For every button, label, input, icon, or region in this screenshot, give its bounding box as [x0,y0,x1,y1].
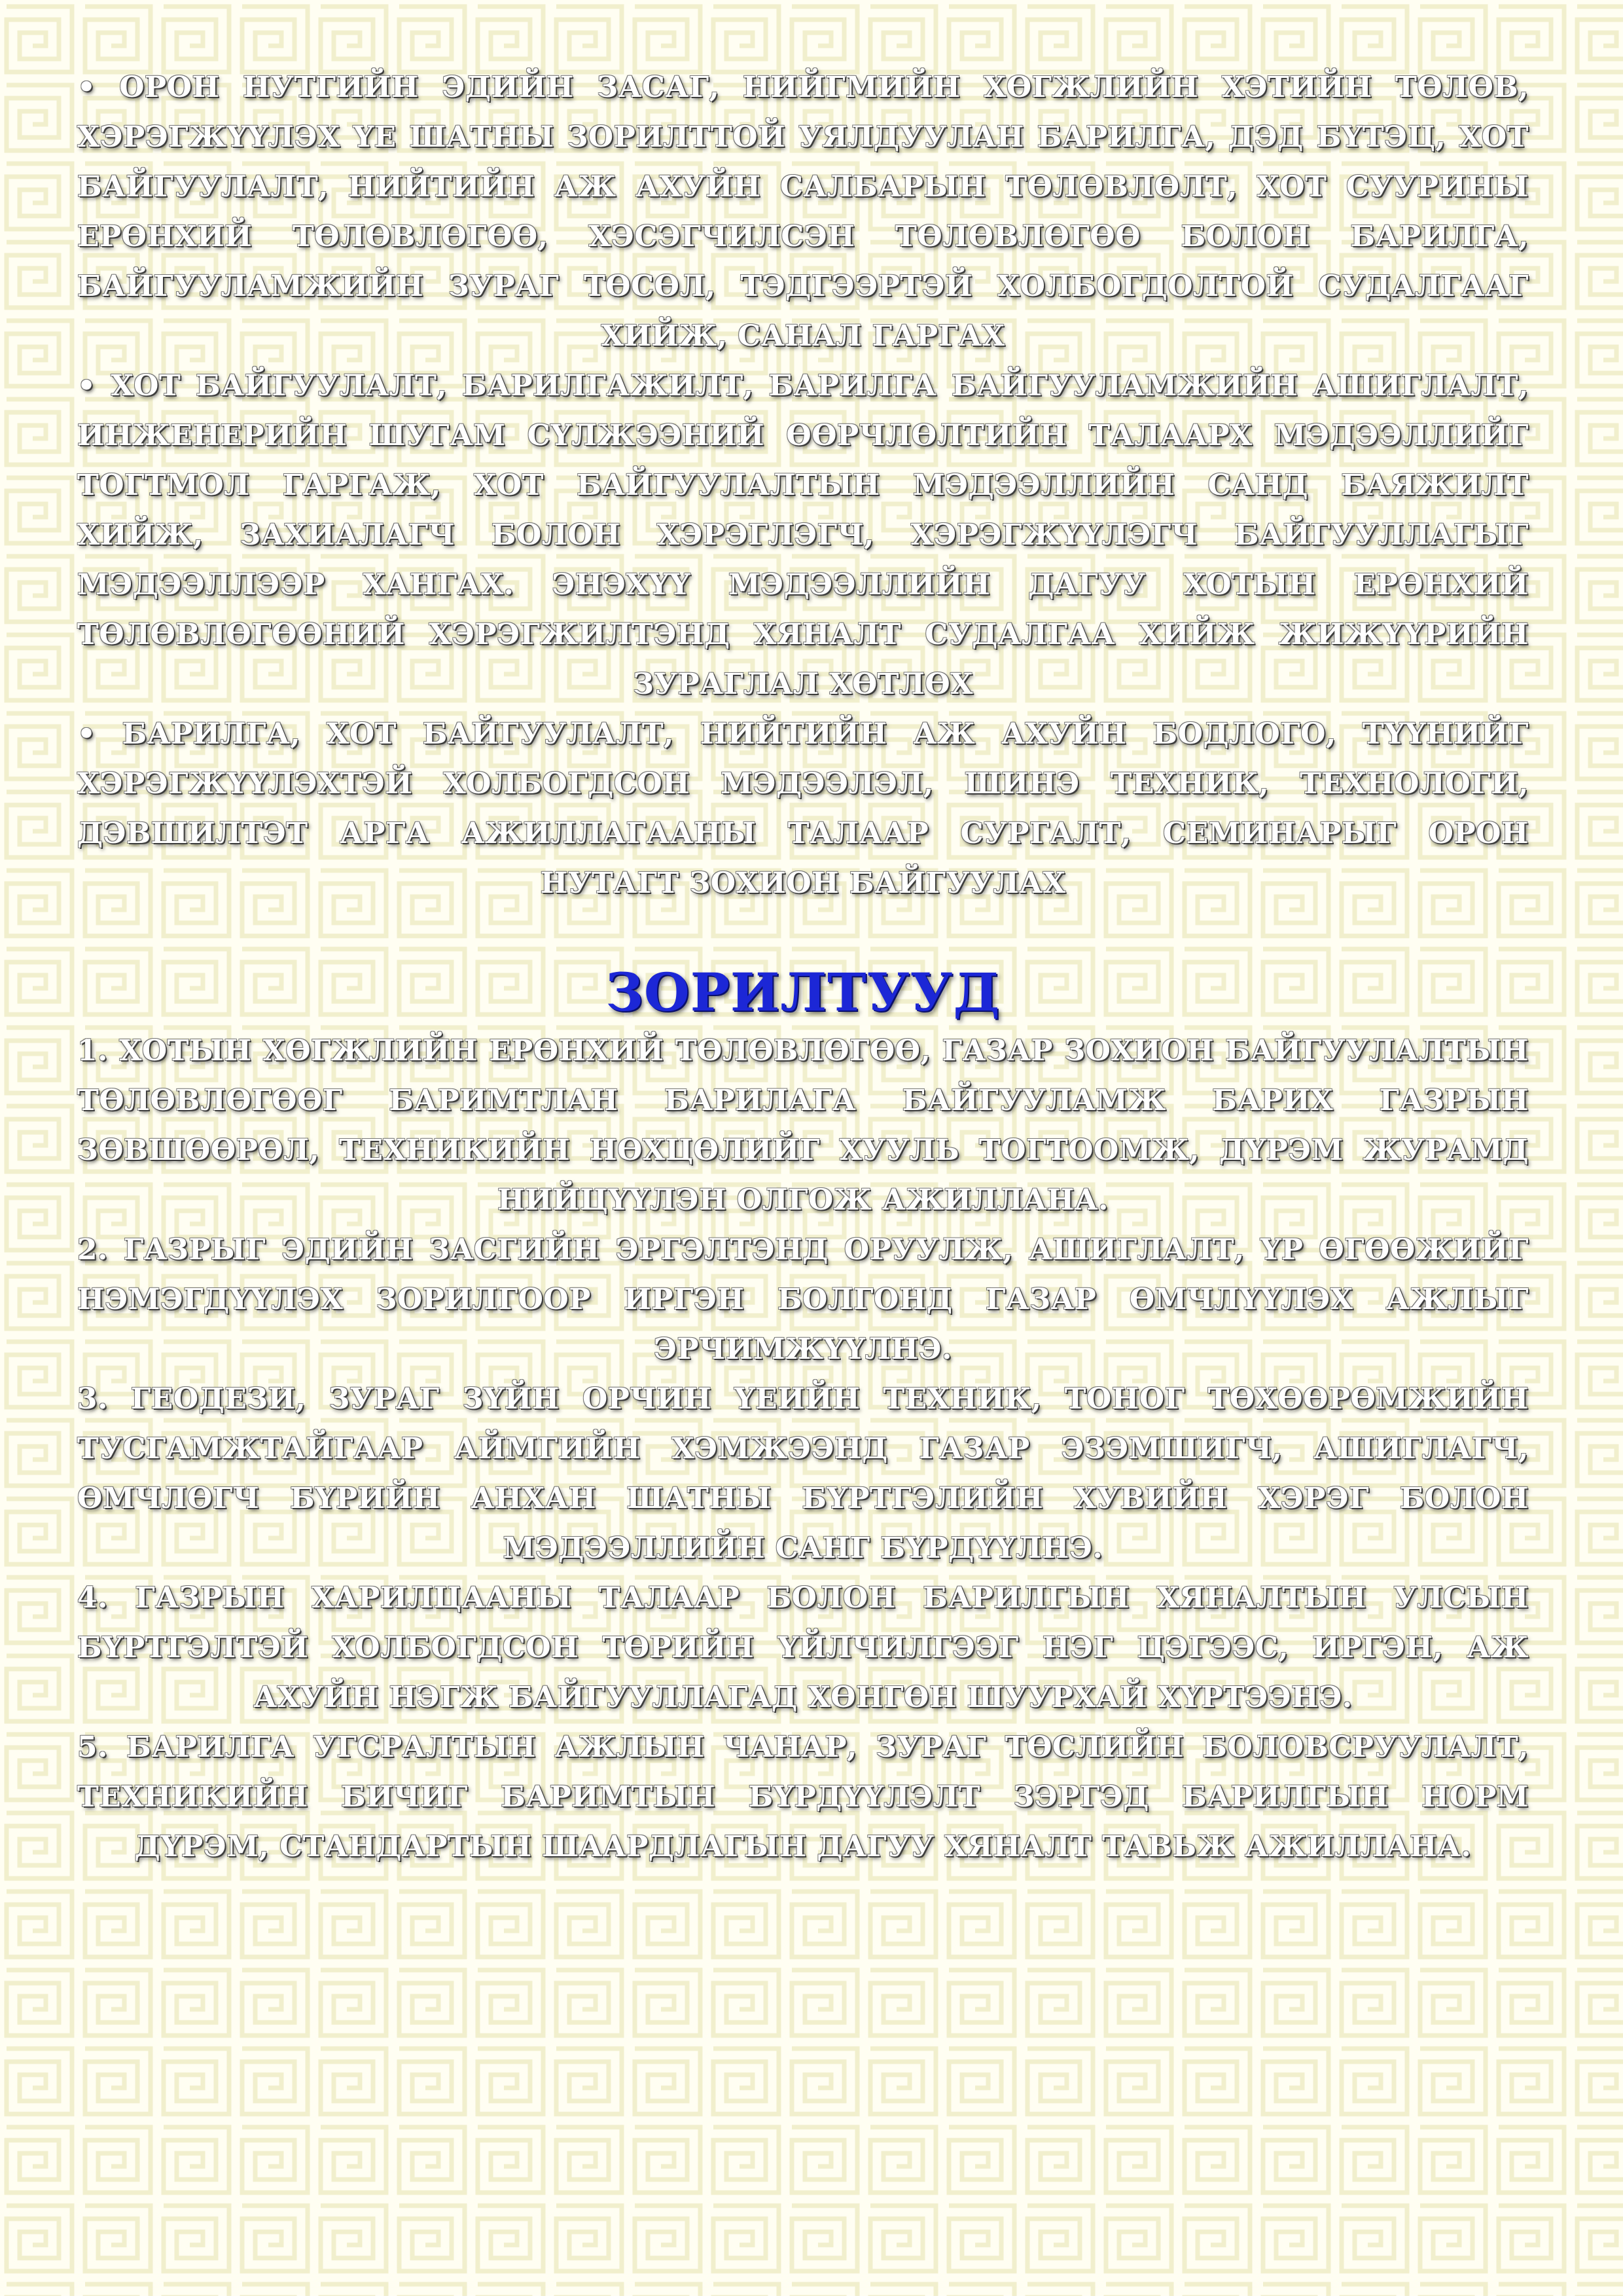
objective-item-5: 5. БАРИЛГА УГСРАЛТЫН АЖЛЫН ЧАНАР, ЗУРАГ ТӨСЛИЙН БОЛОВСРУУЛАЛТ, ТЕХНИКИЙН БИЧИГ БАРИМТЫН БҮРДҮҮЛЭЛТ ЗЭРГЭД БАРИЛГЫН НОРМ ДҮРЭМ, СТАНДАРТЫН ШААРДЛАГЫН ДАГУУ ХЯНАЛТ ТАВЬЖ АЖИЛЛАНА. [77,1731,1529,1863]
task-item-2: • ХОТ БАЙГУУЛАЛТ, БАРИЛГАЖИЛТ, БАРИЛГА БАЙГУУЛАМЖИЙН АШИГЛАЛТ, ИНЖЕНЕРИЙН ШУГАМ СҮЛЖЭЭНИЙ ӨӨРЧЛӨЛТИЙН ТАЛААРХ МЭДЭЭЛЛИЙГ ТОГТМОЛ ГАРГАЖ, ХОТ БАЙГУУЛАЛТЫН МЭДЭЭЛЛИЙН САНД БАЯЖИЛТ ХИЙЖ, ЗАХИАЛАГЧ БОЛОН ХЭРЭГЛЭГЧ, ХЭРЭГЖҮҮЛЭГЧ БАЙГУУЛЛАГЫГ МЭДЭЭЛЛЭЭР ХАНГАХ. ЭНЭХҮҮ МЭДЭЭЛЛИЙН ДАГУУ ХОТЫН ЕРӨНХИЙ ТӨЛӨВЛӨГӨӨНИЙ ХЭРЭГЖИЛТЭНД ХЯНАЛТ СУДАЛГАА ХИЙЖ ЖИЖҮҮРИЙН ЗУРАГЛАЛ ХӨТЛӨХ [77,369,1529,701]
objective-item-2: 2. ГАЗРЫГ ЭДИЙН ЗАСГИЙН ЭРГЭЛТЭНД ОРУУЛЖ, АШИГЛАЛТ, ҮР ӨГӨӨЖИЙГ НЭМЭГДҮҮЛЭХ ЗОРИЛГООР ИРГЭН БОЛГОНД ГАЗАР ӨМЧЛҮҮЛЭХ АЖЛЫГ ЭРЧИМЖҮҮЛНЭ. [77,1233,1529,1366]
objective-item-3: 3. ГЕОДЕЗИ, ЗУРАГ ЗҮЙН ОРЧИН ҮЕИЙН ТЕХНИК, ТОНОГ ТӨХӨӨРӨМЖИЙН ТУСГАМЖТАЙГААР АЙМГИЙН ХЭМЖЭЭНД ГАЗАР ЭЗЭМШИГЧ, АШИГЛАГЧ, ӨМЧЛӨГЧ БҮРИЙН АНХАН ШАТНЫ БҮРТГЭЛИЙН ХУВИЙН ХЭРЭГ БОЛОН МЭДЭЭЛЛИЙН САНГ БҮРДҮҮЛНЭ. [77,1382,1529,1565]
objective-item-1: 1. ХОТЫН ХӨГЖЛИЙН ЕРӨНХИЙ ТӨЛӨВЛӨГӨӨ, ГАЗАР ЗОХИОН БАЙГУУЛАЛТЫН ТӨЛӨВЛӨГӨӨГ БАРИМТЛАН БАРИЛАГА БАЙГУУЛАМЖ БАРИХ ГАЗРЫН ЗӨВШӨӨРӨЛ, ТЕХНИКИЙН НӨХЦӨЛИЙГ ХУУЛЬ ТОГТООМЖ, ДҮРЭМ ЖУРАМД НИЙЦҮҮЛЭН ОЛГОЖ АЖИЛЛАНА. [77,1034,1529,1217]
objective-item-4: 4. ГАЗРЫН ХАРИЛЦААНЫ ТАЛААР БОЛОН БАРИЛГЫН ХЯНАЛТЫН УЛСЫН БҮРТГЭЛТЭЙ ХОЛБОГДСОН ТӨРИЙН ҮЙЛЧИЛГЭЭГ НЭГ ЦЭГЭЭС, ИРГЭН, АЖ АХУЙН НЭГЖ БАЙГУУЛЛАГАД ХӨНГӨН ШУУРХАЙ ХҮРТЭЭНЭ. [77,1581,1529,1714]
task-item-1: • ОРОН НУТГИЙН ЭДИЙН ЗАСАГ, НИЙГМИЙН ХӨГЖЛИЙН ХЭТИЙН ТӨЛӨВ, ХЭРЭГЖҮҮЛЭХ ҮЕ ШАТНЫ ЗОРИЛТТОЙ УЯЛДУУЛАН БАРИЛГА, ДЭД БҮТЭЦ, ХОТ БАЙГУУЛАЛТ, НИЙТИЙН АЖ АХУЙН САЛБАРЫН ТӨЛӨВЛӨЛТ, ХОТ СУУРИНЫ ЕРӨНХИЙ ТӨЛӨВЛӨГӨӨ, ХЭСЭГЧИЛСЭН ТӨЛӨВЛӨГӨӨ БОЛОН БАРИЛГА, БАЙГУУЛАМЖИЙН ЗУРАГ ТӨСӨЛ, ТЭДГЭЭРТЭЙ ХОЛБОГДОЛТОЙ СУДАЛГААГ ХИЙЖ, САНАЛ ГАРГАХ [77,71,1529,353]
page-content [77,63,1529,1872]
task-item-3: • БАРИЛГА, ХОТ БАЙГУУЛАЛТ, НИЙТИЙН АЖ АХУЙН БОДЛОГО, ТҮҮНИЙГ ХЭРЭГЖҮҮЛЭХТЭЙ ХОЛБОГДСОН МЭДЭЭЛЭЛ, ШИНЭ ТЕХНИК, ТЕХНОЛОГИ, ДЭВШИЛТЭТ АРГА АЖИЛЛАГААНЫ ТАЛААР СУРГАЛТ, СЕМИНАРЫГ ОРОН НУТАГТ ЗОХИОН БАЙГУУЛАХ [77,717,1529,900]
objectives-heading: ЗОРИЛТУУД [605,961,1001,1023]
